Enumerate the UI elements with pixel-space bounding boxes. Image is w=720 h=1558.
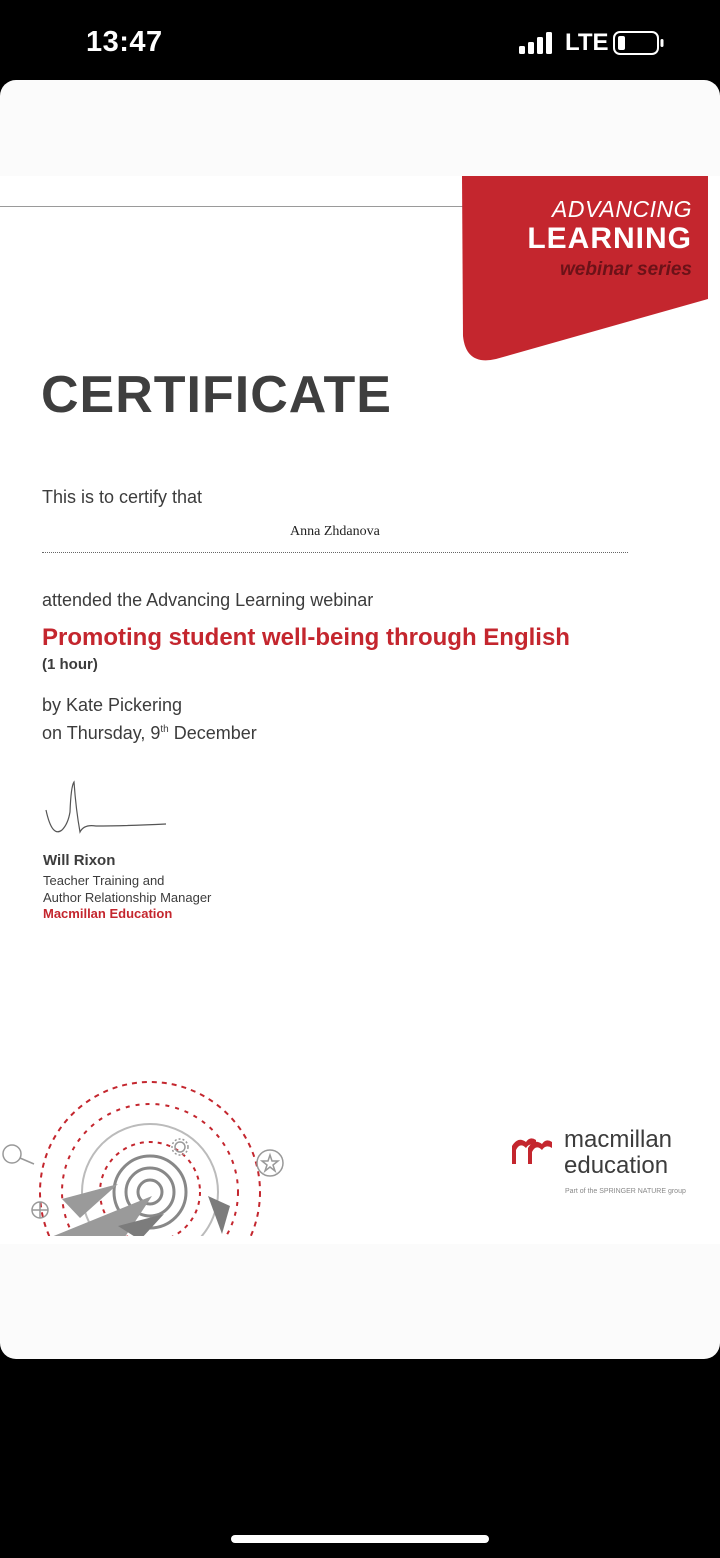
logo-word-education: education <box>564 1152 669 1179</box>
signatory-organization: Macmillan Education <box>43 906 173 921</box>
attended-line: attended the Advancing Learning webinar <box>42 590 374 610</box>
paper-planes-illustration <box>0 956 320 1236</box>
signature-image <box>44 780 170 842</box>
paper-planes <box>24 1184 262 1236</box>
certificate-title: CERTIFICATE <box>41 366 392 424</box>
date-prefix: on Thursday, 9 <box>42 723 161 743</box>
battery-icon <box>613 31 665 55</box>
top-rule <box>0 206 465 207</box>
logo-tagline: Part of the SPRINGER NATURE group <box>565 1188 686 1195</box>
home-indicator[interactable] <box>231 1535 489 1543</box>
network-type: LTE <box>565 29 609 56</box>
banner-line-webinar-series: webinar series <box>559 259 692 280</box>
date-ordinal: th <box>160 724 169 735</box>
presenter-line: by Kate Pickering <box>42 695 183 715</box>
date-suffix: December <box>168 723 257 743</box>
advancing-learning-banner <box>462 176 710 366</box>
signatory-role-line1: Teacher Training and <box>43 873 165 888</box>
recipient-name: Anna Zhdanova <box>290 524 380 539</box>
recipient-dotted-line <box>42 552 628 553</box>
signatory-name: Will Rixon <box>43 852 116 869</box>
status-time: 13:47 <box>86 26 163 58</box>
status-bar <box>0 0 720 80</box>
signatory-role-line2: Author Relationship Manager <box>43 890 212 905</box>
macmillan-m-icon <box>512 1134 552 1164</box>
date-line <box>42 723 257 744</box>
certificate-page <box>0 176 720 1244</box>
signal-strength-icon <box>519 31 555 55</box>
logo-word-macmillan: macmillan <box>564 1126 673 1153</box>
macmillan-education-logo <box>512 1126 687 1202</box>
webinar-title: Promoting student well-being through English <box>42 624 570 651</box>
certify-line: This is to certify that <box>42 487 203 507</box>
document-preview[interactable] <box>0 80 720 1359</box>
banner-line-advancing: ADVANCING <box>552 196 692 222</box>
banner-line-learning: LEARNING <box>527 222 692 255</box>
webinar-duration: (1 hour) <box>42 656 98 673</box>
